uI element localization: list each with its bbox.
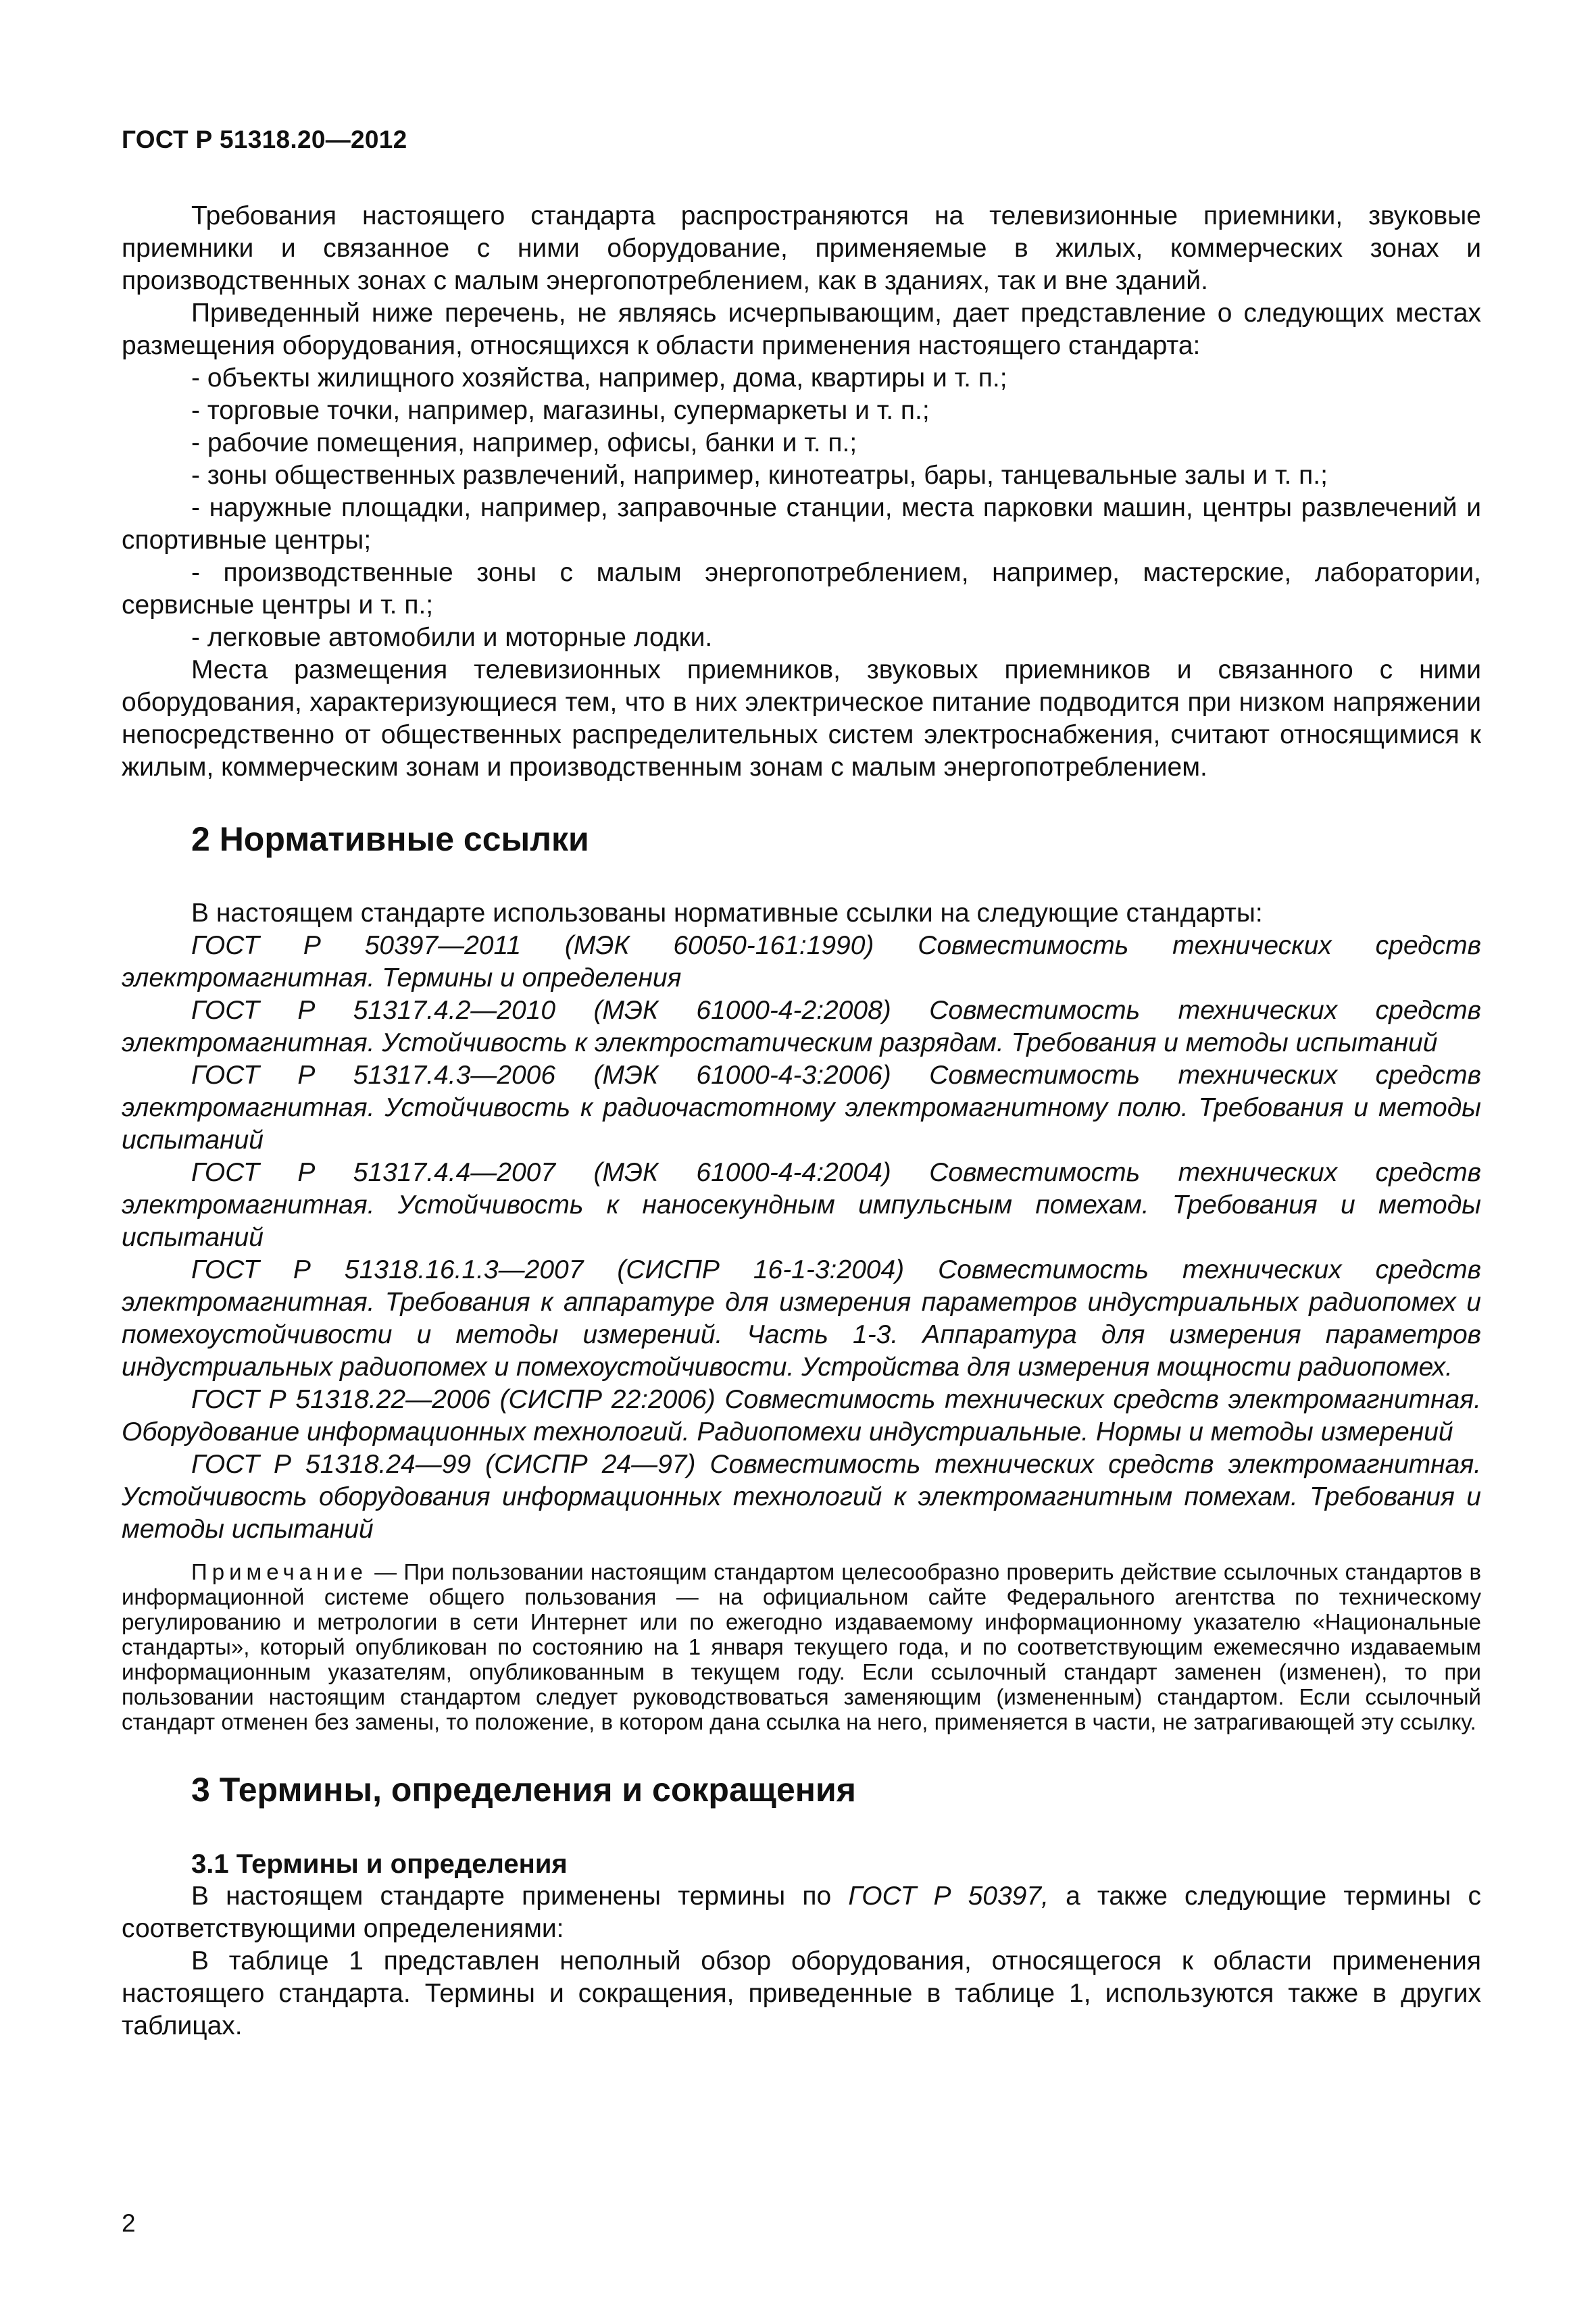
note-label: Примечание bbox=[191, 1559, 368, 1584]
document-header: ГОСТ Р 51318.20—2012 bbox=[122, 126, 407, 153]
section-intro: В настоящем стандарте использованы нормативные ссылки на следующие стандарты: bbox=[191, 899, 1263, 928]
page-number: 2 bbox=[122, 2209, 136, 2237]
list-item: - зоны общественных развлечений, например, кинотеатры, бары, танцевальные залы и т. п.; bbox=[191, 461, 1328, 490]
subsection-heading: 3.1 Термины и определения bbox=[191, 1849, 568, 1879]
terms-paragraph: В таблице 1 представлен неполный обзор оборудования, относящегося к области применения настоящего стандарта. Термины и сокращения, приведенные в таблице 1, используются также в других таблицах. bbox=[122, 1946, 1481, 2040]
intro-paragraph: Требования настоящего стандарта распространяются на телевизионные приемники, звуковые приемники и связанное с ними оборудование, применяемые в жилых, коммерческих зонах и производственных зонах с малым энергопотреблением, как в зданиях, так и вне зданий. bbox=[122, 201, 1481, 295]
standard-reference: ГОСТ Р 50397, bbox=[848, 1882, 1049, 1911]
intro-paragraph: Места размещения телевизионных приемников, звуковых приемников и связанного с ними оборудования, характеризующиеся тем, что в них электрическое питание подводится при низком напряжении непосредственно от общественных распределительных систем электроснабжения, считают относящимися к жилым, коммерческим зонам и производственным зонам с малым энергопотреблением. bbox=[122, 655, 1481, 782]
list-item: - объекты жилищного хозяйства, например, дома, квартиры и т. п.; bbox=[191, 363, 1007, 393]
note-paragraph bbox=[122, 1559, 1481, 1734]
reference-item: ГОСТ Р 51317.4.4—2007 (МЭК 61000-4-4:2004) Совместимость технических средств электромагнитная. Устойчивость к наносекундным импульсным помехам. Требования и методы испытаний bbox=[122, 1158, 1481, 1252]
note-text: — При пользовании настоящим стандартом целесообразно проверить действие ссылочных стандартов в информационной системе общего пользования — на официальном сайте Федерального агентства по техническому регулированию и метрологии в сети Интернет или по ежегодно издаваемому информационному указателю «Национальные стандарты», который опубликован по состоянию на 1 января текущего года, и по соответствующим ежемесячно издаваемым информационным указателям, опубликованным в текущем году. Если ссылочный стандарт заменен (изменен), то при пользовании настоящим стандартом следует руководствоваться заменяющим (измененным) стандартом. Если ссылочный стандарт отменен без замены, то положение, в котором дана ссылка на него, применяется в части, не затрагивающей эту ссылку. bbox=[122, 1559, 1481, 1734]
terms-paragraph: В настоящем стандарте применены термины по ГОСТ Р 50397, а также следующие термины с соответствующими определениями: bbox=[122, 1882, 1481, 1943]
reference-item: ГОСТ Р 50397—2011 (МЭК 60050-161:1990) Совместимость технических средств электромагнитная. Термины и определения bbox=[122, 931, 1481, 992]
list-item: - производственные зоны с малым энергопотреблением, например, мастерские, лаборатории, сервисные центры и т. п.; bbox=[122, 558, 1481, 620]
intro-paragraph: Приведенный ниже перечень, не являясь исчерпывающим, дает представление о следующих местах размещения оборудования, относящихся к области применения настоящего стандарта: bbox=[122, 299, 1481, 360]
list-item: - легковые автомобили и моторные лодки. bbox=[191, 623, 713, 652]
reference-item: ГОСТ Р 51317.4.2—2010 (МЭК 61000-4-2:2008) Совместимость технических средств электромагнитная. Устойчивость к электростатическим разрядам. Требования и методы испытаний bbox=[122, 996, 1481, 1057]
list-item: - торговые точки, например, магазины, супермаркеты и т. п.; bbox=[191, 396, 930, 425]
reference-item: ГОСТ Р 51317.4.3—2006 (МЭК 61000-4-3:2006) Совместимость технических средств электромагнитная. Устойчивость к радиочастотному электромагнитному полю. Требования и методы испытаний bbox=[122, 1061, 1481, 1155]
section-heading: 2 Нормативные ссылки bbox=[191, 820, 589, 858]
list-item: - наружные площадки, например, заправочные станции, места парковки машин, центры развлечений и спортивные центры; bbox=[122, 493, 1481, 555]
list-item: - рабочие помещения, например, офисы, банки и т. п.; bbox=[191, 428, 857, 457]
reference-item: ГОСТ Р 51318.22—2006 (СИСПР 22:2006) Совместимость технических средств электромагнитная. Оборудование информационных технологий. Радиопомехи индустриальные. Нормы и методы измерений bbox=[122, 1385, 1481, 1447]
reference-item: ГОСТ Р 51318.24—99 (СИСПР 24—97) Совместимость технических средств электромагнитная. Устойчивость оборудования информационных технологий к электромагнитным помехам. Требования и методы испытаний bbox=[122, 1450, 1481, 1544]
section-heading: 3 Термины, определения и сокращения bbox=[191, 1771, 856, 1809]
reference-item: ГОСТ Р 51318.16.1.3—2007 (СИСПР 16-1-3:2004) Совместимость технических средств электромагнитная. Требования к аппаратуре для измерения параметров индустриальных радиопомех и помехоустойчивости и методы измерений. Часть 1-3. Аппаратура для измерения параметров индустриальных радиопомех и помехоустойчивости. Устройства для измерения мощности радиопомех. bbox=[122, 1255, 1481, 1382]
document-body bbox=[122, 200, 1481, 2042]
